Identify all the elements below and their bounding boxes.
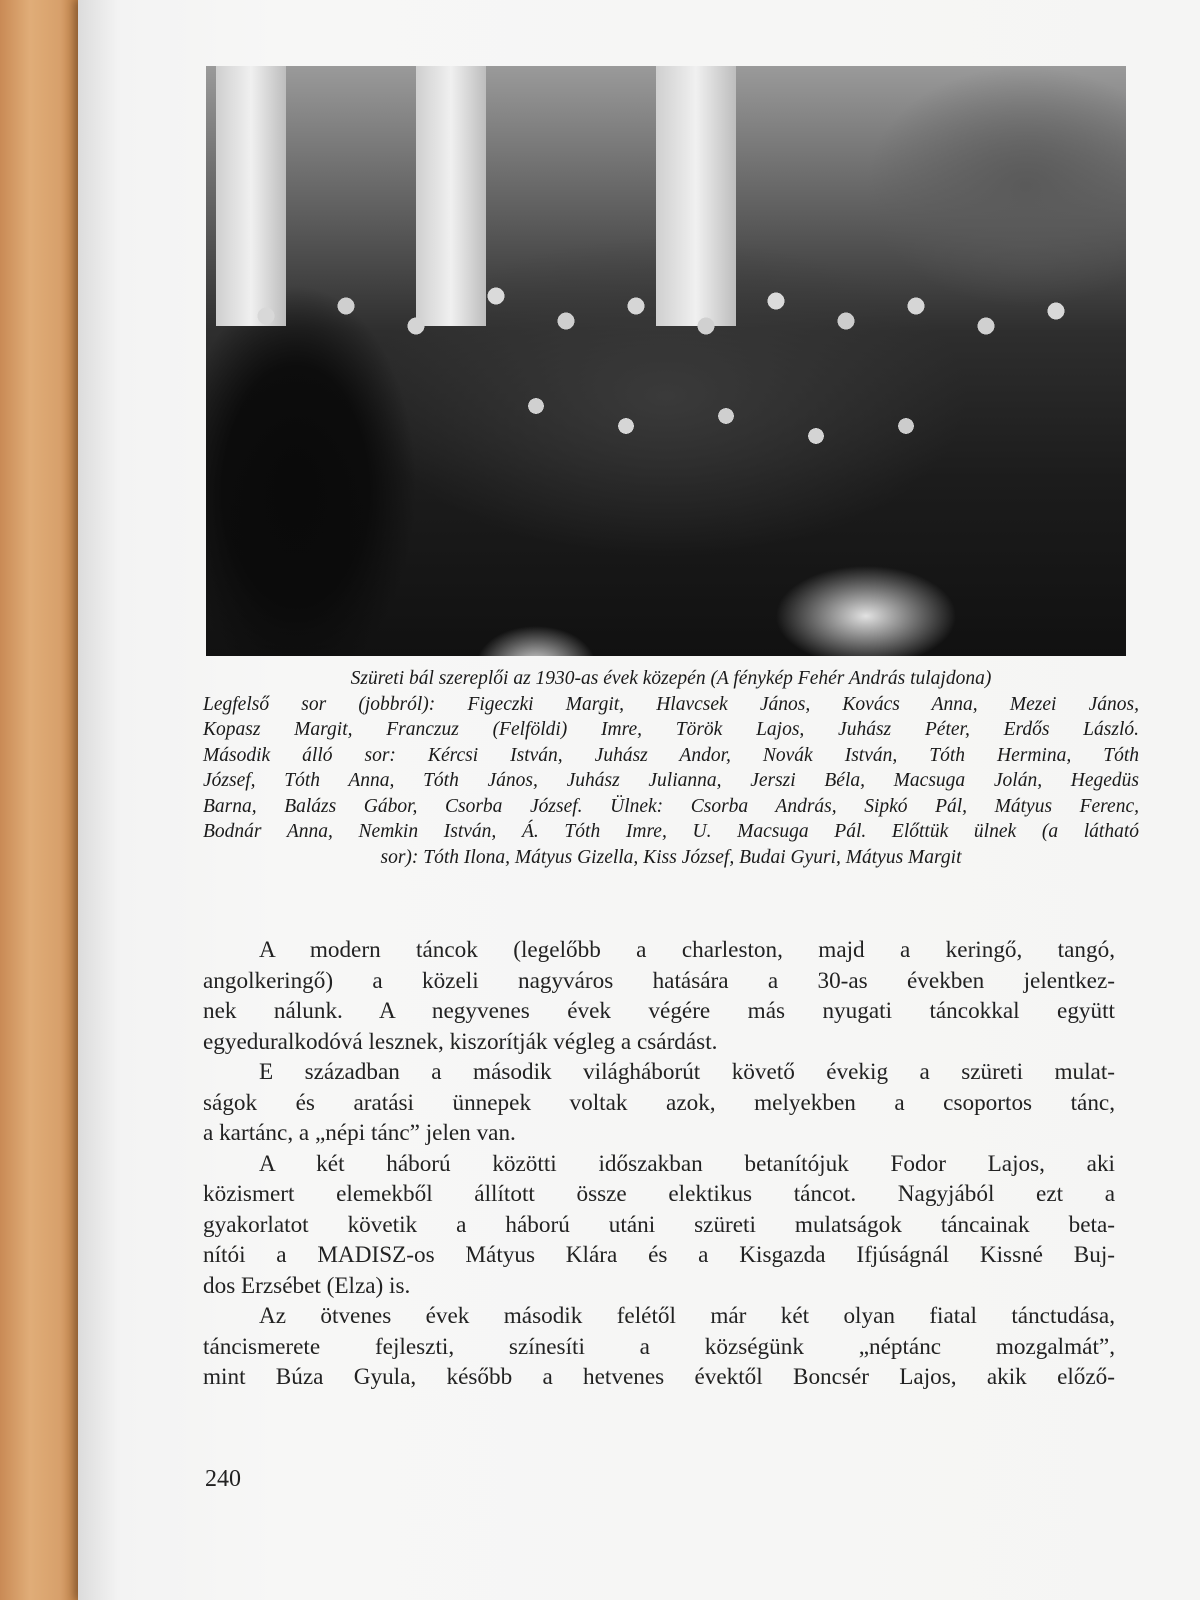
text-line: A két háború közötti időszakban betanítójuk Fodor Lajos, aki [259,1150,1115,1177]
paragraph-4 [203,1301,1200,1393]
caption-line: Bodnár Anna, Nemkin István, Á. Tóth Imre, U. Macsuga Pál. Előttük ülnek (a látható [203,821,1139,842]
paragraph-1 [203,935,1200,1057]
text-line: gyakorlatot követik a háború utáni szüreti mulatságok táncainak beta- [203,1211,1115,1238]
caption-title: Szüreti bál szereplői az 1930-as évek közepén (A fénykép Fehér András tulajdona) [350,668,992,689]
paragraph-2 [203,1057,1200,1149]
text-line: ságok és aratási ünnepek voltak azok, melyekben a csoportos tánc, [203,1089,1115,1116]
text-line: nítói a MADISZ-os Mátyus Klára és a Kisgazda Ifjúságnál Kissné Buj- [203,1242,1115,1268]
paragraph-3 [203,1149,1200,1302]
text-line: Az ötvenes évek második felétől már két olyan fiatal tánctudása, [259,1303,1115,1329]
text-line: angolkeringő) a közeli nagyváros hatására a 30-as években jelentkez- [203,967,1115,994]
text-line: mint Búza Gyula, később a hetvenes évektől Boncsér Lajos, akik előző- [203,1364,1115,1390]
page-number: 240 [205,1466,241,1492]
text-line: A modern táncok (legelőbb a charleston, majd a keringő, tangó, [259,937,1115,963]
caption-line: Legfelső sor (jobbról): Figeczki Margit, Hlavcsek János, Kovács Anna, Mezei János, [203,693,1139,715]
text-line: táncismerete fejleszti, színesíti a községünk „néptánc mozgalmát”, [203,1333,1115,1360]
text-line: nek nálunk. A negyvenes évek végére más nyugati táncokkal együtt [203,998,1115,1024]
book-page [78,0,1200,1600]
text-line: közismert elemekből állított össze elektikus táncot. Nagyjából ezt a [203,1181,1115,1207]
text-line: egyeduralkodóvá lesznek, kiszorítják végleg a csárdást. [203,1028,718,1055]
photo-caption [203,666,1139,870]
text-line: a kartánc, a „népi tánc” jelen van. [203,1120,516,1146]
caption-line: József, Tóth Anna, Tóth János, Juhász Julianna, Jerszi Béla, Macsuga Jolán, Hegedüs [203,770,1139,791]
text-line: dos Erzsébet (Elza) is. [203,1272,411,1299]
group-photograph [206,66,1126,656]
caption-last-line: sor): Tóth Ilona, Mátyus Gizella, Kiss József, Budai Gyuri, Mátyus Margit [380,846,962,868]
body-text [203,935,1200,1393]
caption-line: Kopasz Margit, Franczuz (Felföldi) Imre, Török Lajos, Juhász Péter, Erdős László. [203,719,1139,740]
text-line: E században a második világháborút követő évekig a szüreti mulat- [259,1059,1115,1085]
caption-line: Barna, Balázs Gábor, Csorba József. Ülnek: Csorba András, Sipkó Pál, Mátyus Ferenc, [203,795,1139,817]
caption-line: Második álló sor: Kércsi István, Juhász Andor, Novák István, Tóth Hermina, Tóth [203,744,1139,766]
photo-crowd [206,236,1126,656]
